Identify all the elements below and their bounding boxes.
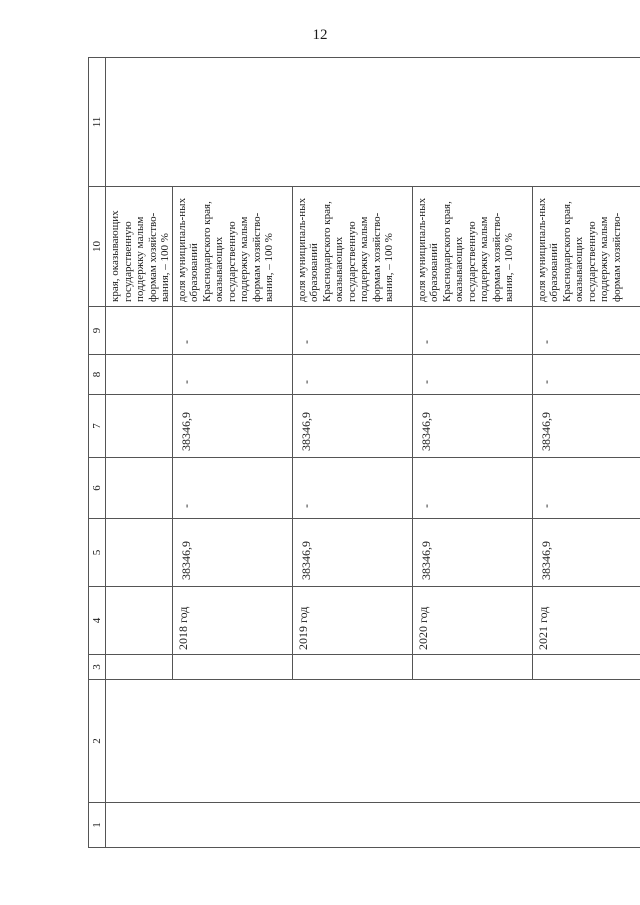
cell-indicator-text: доля муниципаль-ных образований Краснодарского края, оказывающих государственную поддержку малым формам хозяйство-: [532, 187, 640, 307]
cell-total: 38346,9: [292, 519, 412, 587]
col-header-1: 1: [89, 803, 106, 848]
cell-col7: 38346,9: [292, 395, 412, 458]
header-row: [89, 58, 106, 848]
cell-col3: [172, 655, 292, 680]
cell-col9: -: [532, 307, 640, 355]
cell-indicator-text: доля муниципаль-ных образований Краснодарского края, оказывающих государственную поддержку малым формам хозяйство-вания, – 100 %: [292, 187, 412, 307]
cell-col5: [106, 519, 173, 587]
col-header-8: 8: [89, 355, 106, 395]
cell-total: 38346,9: [532, 519, 640, 587]
cell-col11: [106, 58, 640, 187]
cell-col8: -: [172, 355, 292, 395]
cell-col3: [106, 655, 173, 680]
cell-col3: [532, 655, 640, 680]
col-header-6: 6: [89, 458, 106, 519]
cell-year: 2019 год: [292, 587, 412, 655]
cell-col8: [106, 355, 173, 395]
cell-col6: -: [532, 458, 640, 519]
col-header-5: 5: [89, 519, 106, 587]
cell-year: 2021 год: [532, 587, 640, 655]
cell-indicator-text: доля муниципаль-ных образований Краснодарского края, оказывающих государственную поддержку малым формам хозяйство-вания, – 100 %: [412, 187, 532, 307]
cell-col9: -: [412, 307, 532, 355]
cell-col9: -: [172, 307, 292, 355]
program-table: [88, 57, 640, 848]
rotated-table-container: [88, 58, 623, 848]
cell-col1: [106, 803, 640, 848]
col-header-9: 9: [89, 307, 106, 355]
cell-year: 2018 год: [172, 587, 292, 655]
col-header-11: 11: [89, 58, 106, 187]
col-header-3: 3: [89, 655, 106, 680]
col-header-2: 2: [89, 680, 106, 803]
cell-total: 38346,9: [412, 519, 532, 587]
col-header-10: 10: [89, 187, 106, 307]
cell-year: 2020 год: [412, 587, 532, 655]
cell-col6: [106, 458, 173, 519]
cell-col7: 38346,9: [532, 395, 640, 458]
col-header-7: 7: [89, 395, 106, 458]
cell-col9: [106, 307, 173, 355]
cell-col8: -: [412, 355, 532, 395]
cell-col8: -: [532, 355, 640, 395]
cell-indicator-text: края, оказывающих государственную поддержку малым формам хозяйство-вания, – 100 %: [106, 187, 173, 307]
cell-indicator-text: доля муниципаль-ных образований Краснодарского края, оказывающих государственную поддержку малым формам хозяйство-вания, – 100 %: [172, 187, 292, 307]
cell-col7: [106, 395, 173, 458]
col-header-4: 4: [89, 587, 106, 655]
cell-col6: -: [172, 458, 292, 519]
page-number: 12: [312, 27, 328, 43]
cell-col7: 38346,9: [412, 395, 532, 458]
cell-col9: -: [292, 307, 412, 355]
cell-col4: [106, 587, 173, 655]
cell-col8: -: [292, 355, 412, 395]
cell-col3: [412, 655, 532, 680]
cell-col3: [292, 655, 412, 680]
cell-col6: -: [292, 458, 412, 519]
cell-col2: [106, 680, 640, 803]
table-row: [106, 58, 173, 848]
cell-total: 38346,9: [172, 519, 292, 587]
cell-col6: -: [412, 458, 532, 519]
cell-col7: 38346,9: [172, 395, 292, 458]
